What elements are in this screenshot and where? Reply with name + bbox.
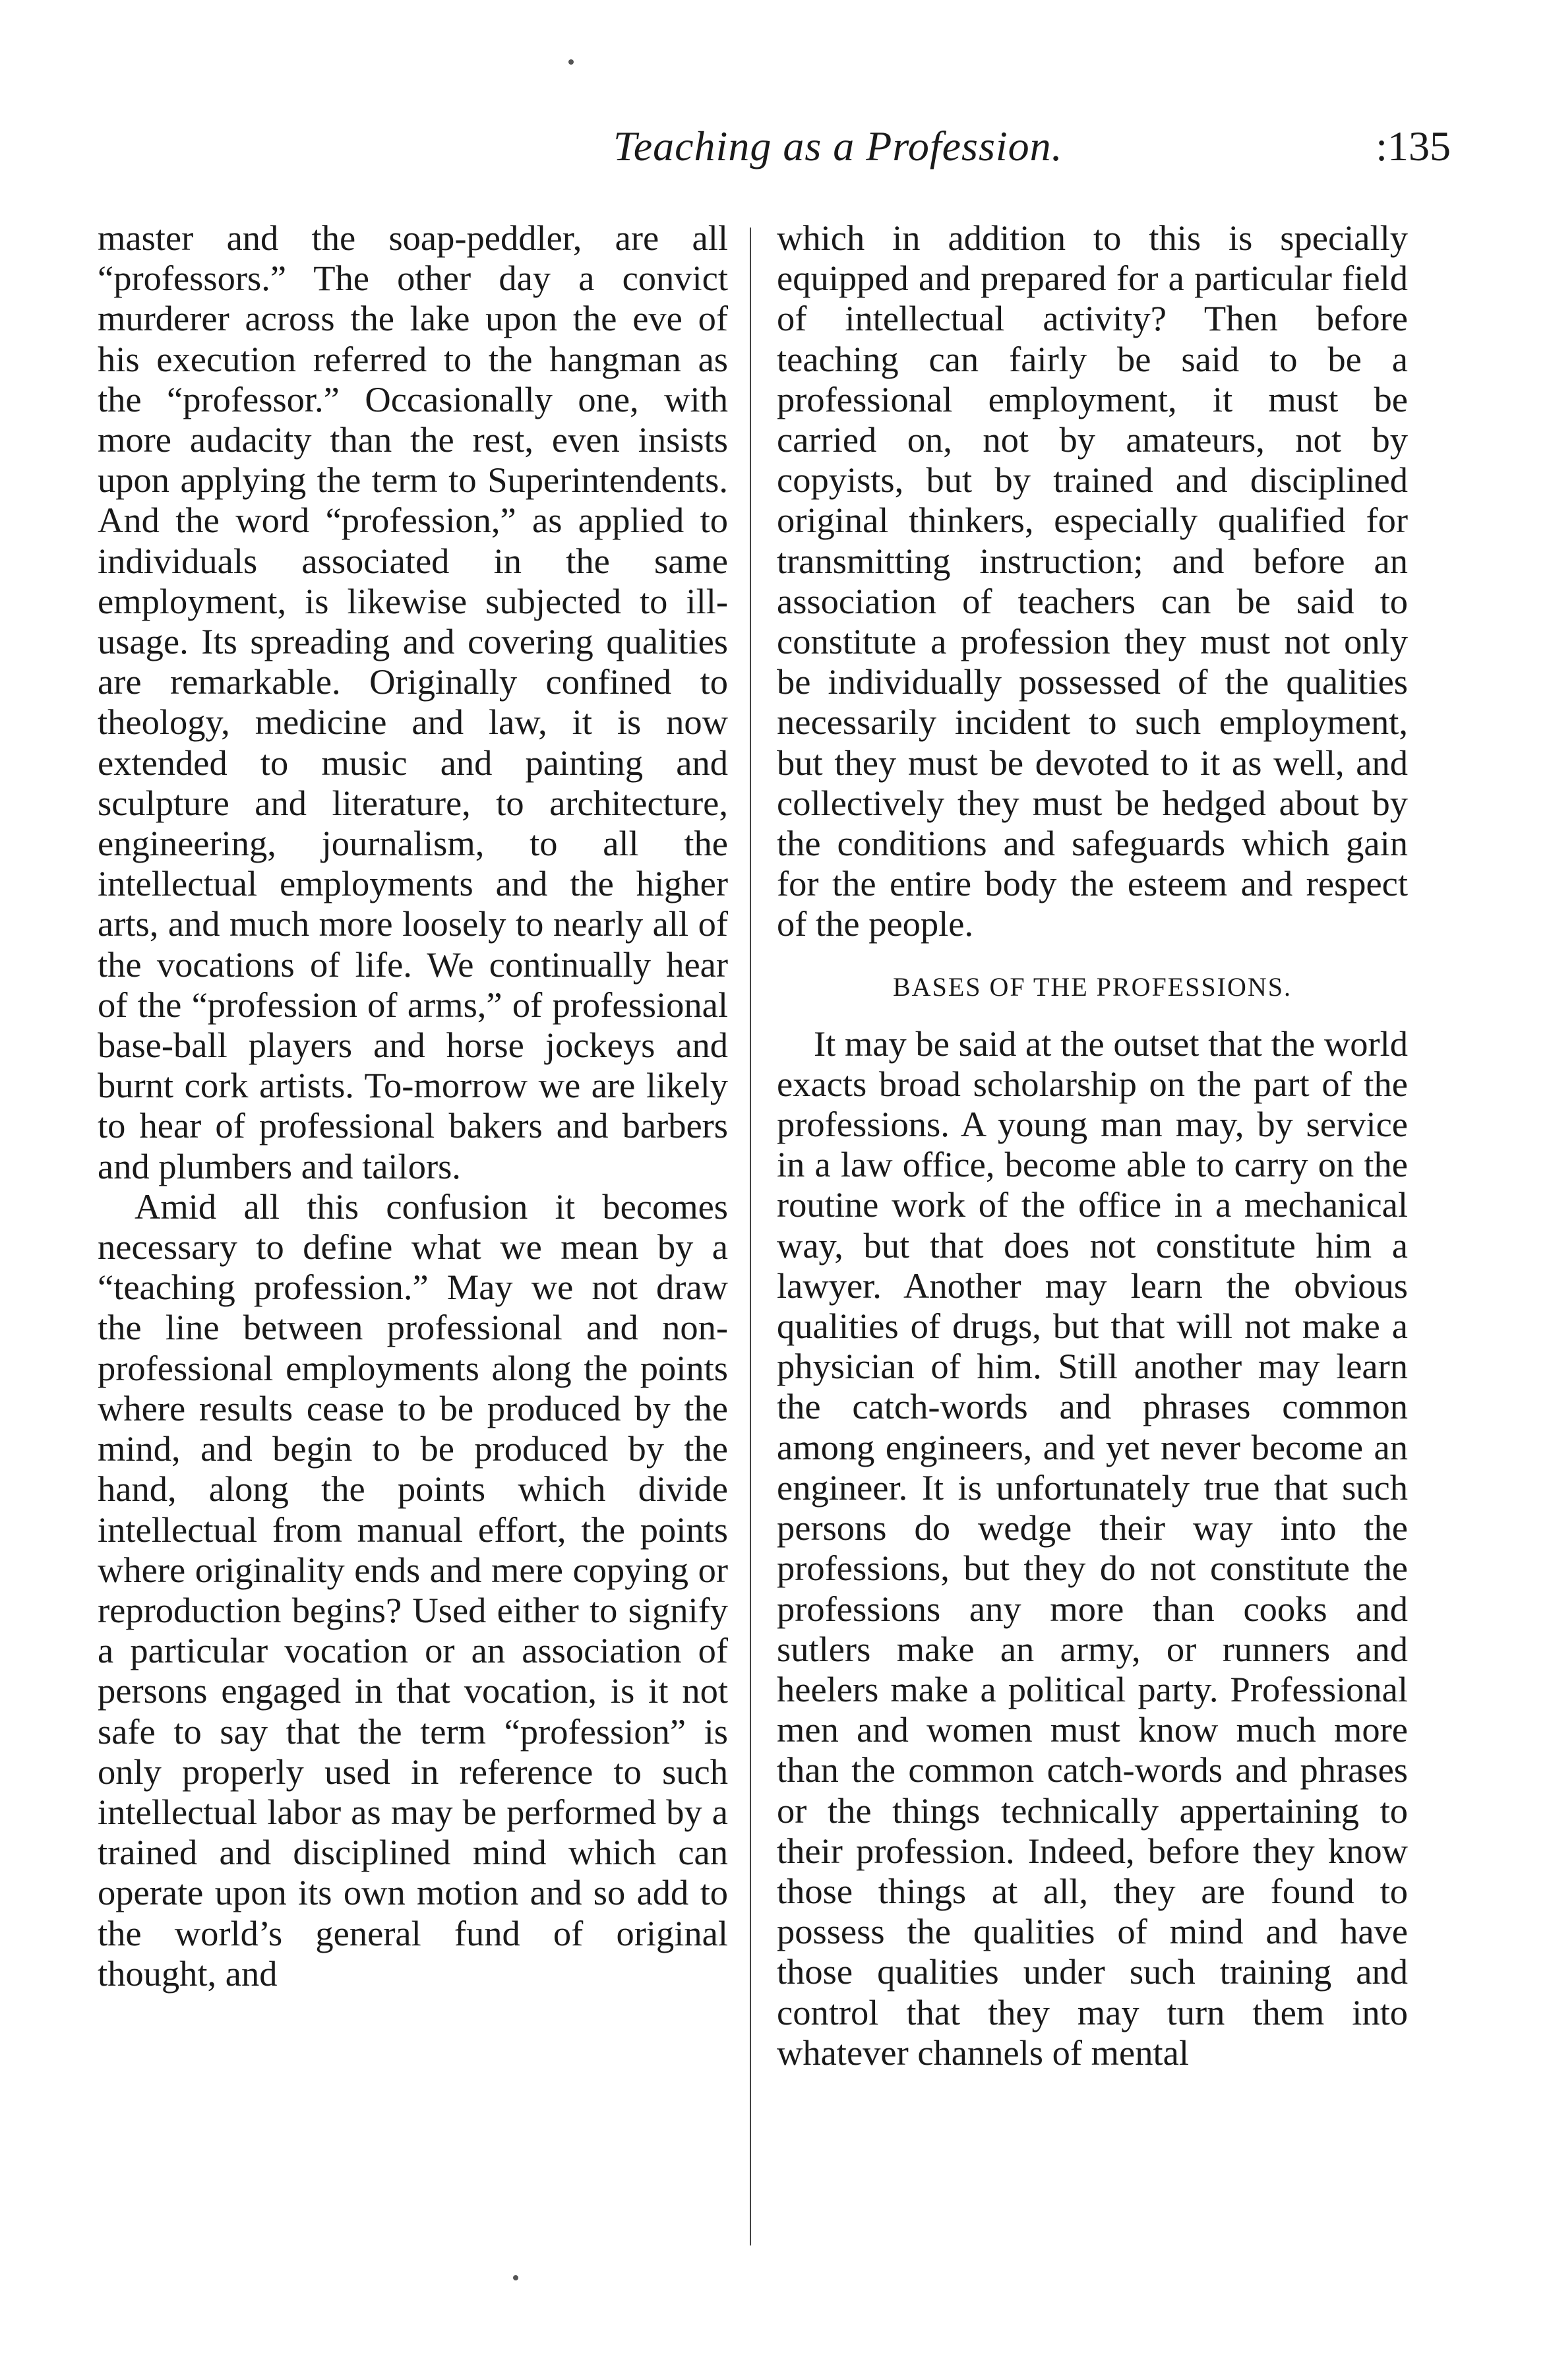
right-paragraph-2: It may be said at the outset that the world exacts broad scholarship on the part of the professions. A young man may, by service in a law office, become able to carry on the routine work of the office in a mechanical way, but that does not constitute him a lawyer. Another may learn the obvious qualities of drugs, but that will not make a physician of him. Still another may learn the catch-words and phrases common among engineers, and yet never become an engineer. It is unfortunately true that such persons do wedge their way into the professions, but they do not constitute the professions any more than cooks and sutlers make an army, or runners and heelers make a political party. Professional men and women must know much more than the common catch-words and phrases or the things technically appertaining to their profession. Indeed, before they know those things at all, they are found to possess the qualities of mind and have those qualities under such training and control that they may turn them into whatever channels of mental [777, 1023, 1408, 2073]
column-divider [750, 228, 751, 2245]
page-number: :135 [1376, 123, 1451, 169]
left-paragraph-1: master and the soap-peddler, are all “professors.” The other day a convict murderer across the lake upon the eve of his execution referred to the hangman as the “professor.” Occasionally one, with more audacity than the rest, even insists upon applying the term to Superintendents. And the word “profession,” as applied to individuals associated in the same employment, is likewise subjected to ill-usage. Its spreading and covering qualities are remarkable. Originally confined to theology, medicine and law, it is now extended to music and painting and sculpture and literature, to architecture, engineering, journalism, to all the intellectual employments and the higher arts, and much more loosely to nearly all of the vocations of life. We continually hear of the “profession of arms,” of professional base-ball players and horse jockeys and burnt cork artists. To-morrow we are likely to hear of professional bakers and barbers and plumbers and tailors. [98, 218, 728, 1186]
page-header [92, 122, 1451, 181]
print-speck [513, 2275, 518, 2280]
running-title: Teaching as a Profession. [613, 123, 1063, 169]
right-column [777, 218, 1408, 2073]
left-paragraph-2: Amid all this confusion it becomes necessary to define what we mean by a “teaching profession.” May we not draw the line between professional and non-professional employments along the points where results cease to be produced by the mind, and begin to be produced by the hand, along the points which divide intellectual from manual effort, the points where originality ends and mere copying or reproduction begins? Used either to signify a particular vocation or an association of persons engaged in that vocation, is it not safe to say that the term “profession” is only properly used in reference to such intellectual labor as may be performed by a trained and disciplined mind which can operate upon its own motion and so add to the world’s general fund of original thought, and [98, 1186, 728, 1994]
right-paragraph-1: which in addition to this is specially equipped and prepared for a particular field of intellectual activity? Then before teaching can fairly be said to be a professional employment, it must be carried on, not by amateurs, not by copyists, but by trained and disciplined original thinkers, especially qualified for transmitting instruction; and before an association of teachers can be said to constitute a profession they must not only be individually possessed of the qualities necessarily incident to such employment, but they must be devoted to it as well, and collectively they must be hedged about by the conditions and safeguards which gain for the entire body the esteem and respect of the people. [777, 218, 1408, 944]
print-speck [568, 59, 574, 65]
section-heading: BASES OF THE PROFESSIONS. [893, 971, 1292, 1002]
left-column [98, 218, 728, 1994]
